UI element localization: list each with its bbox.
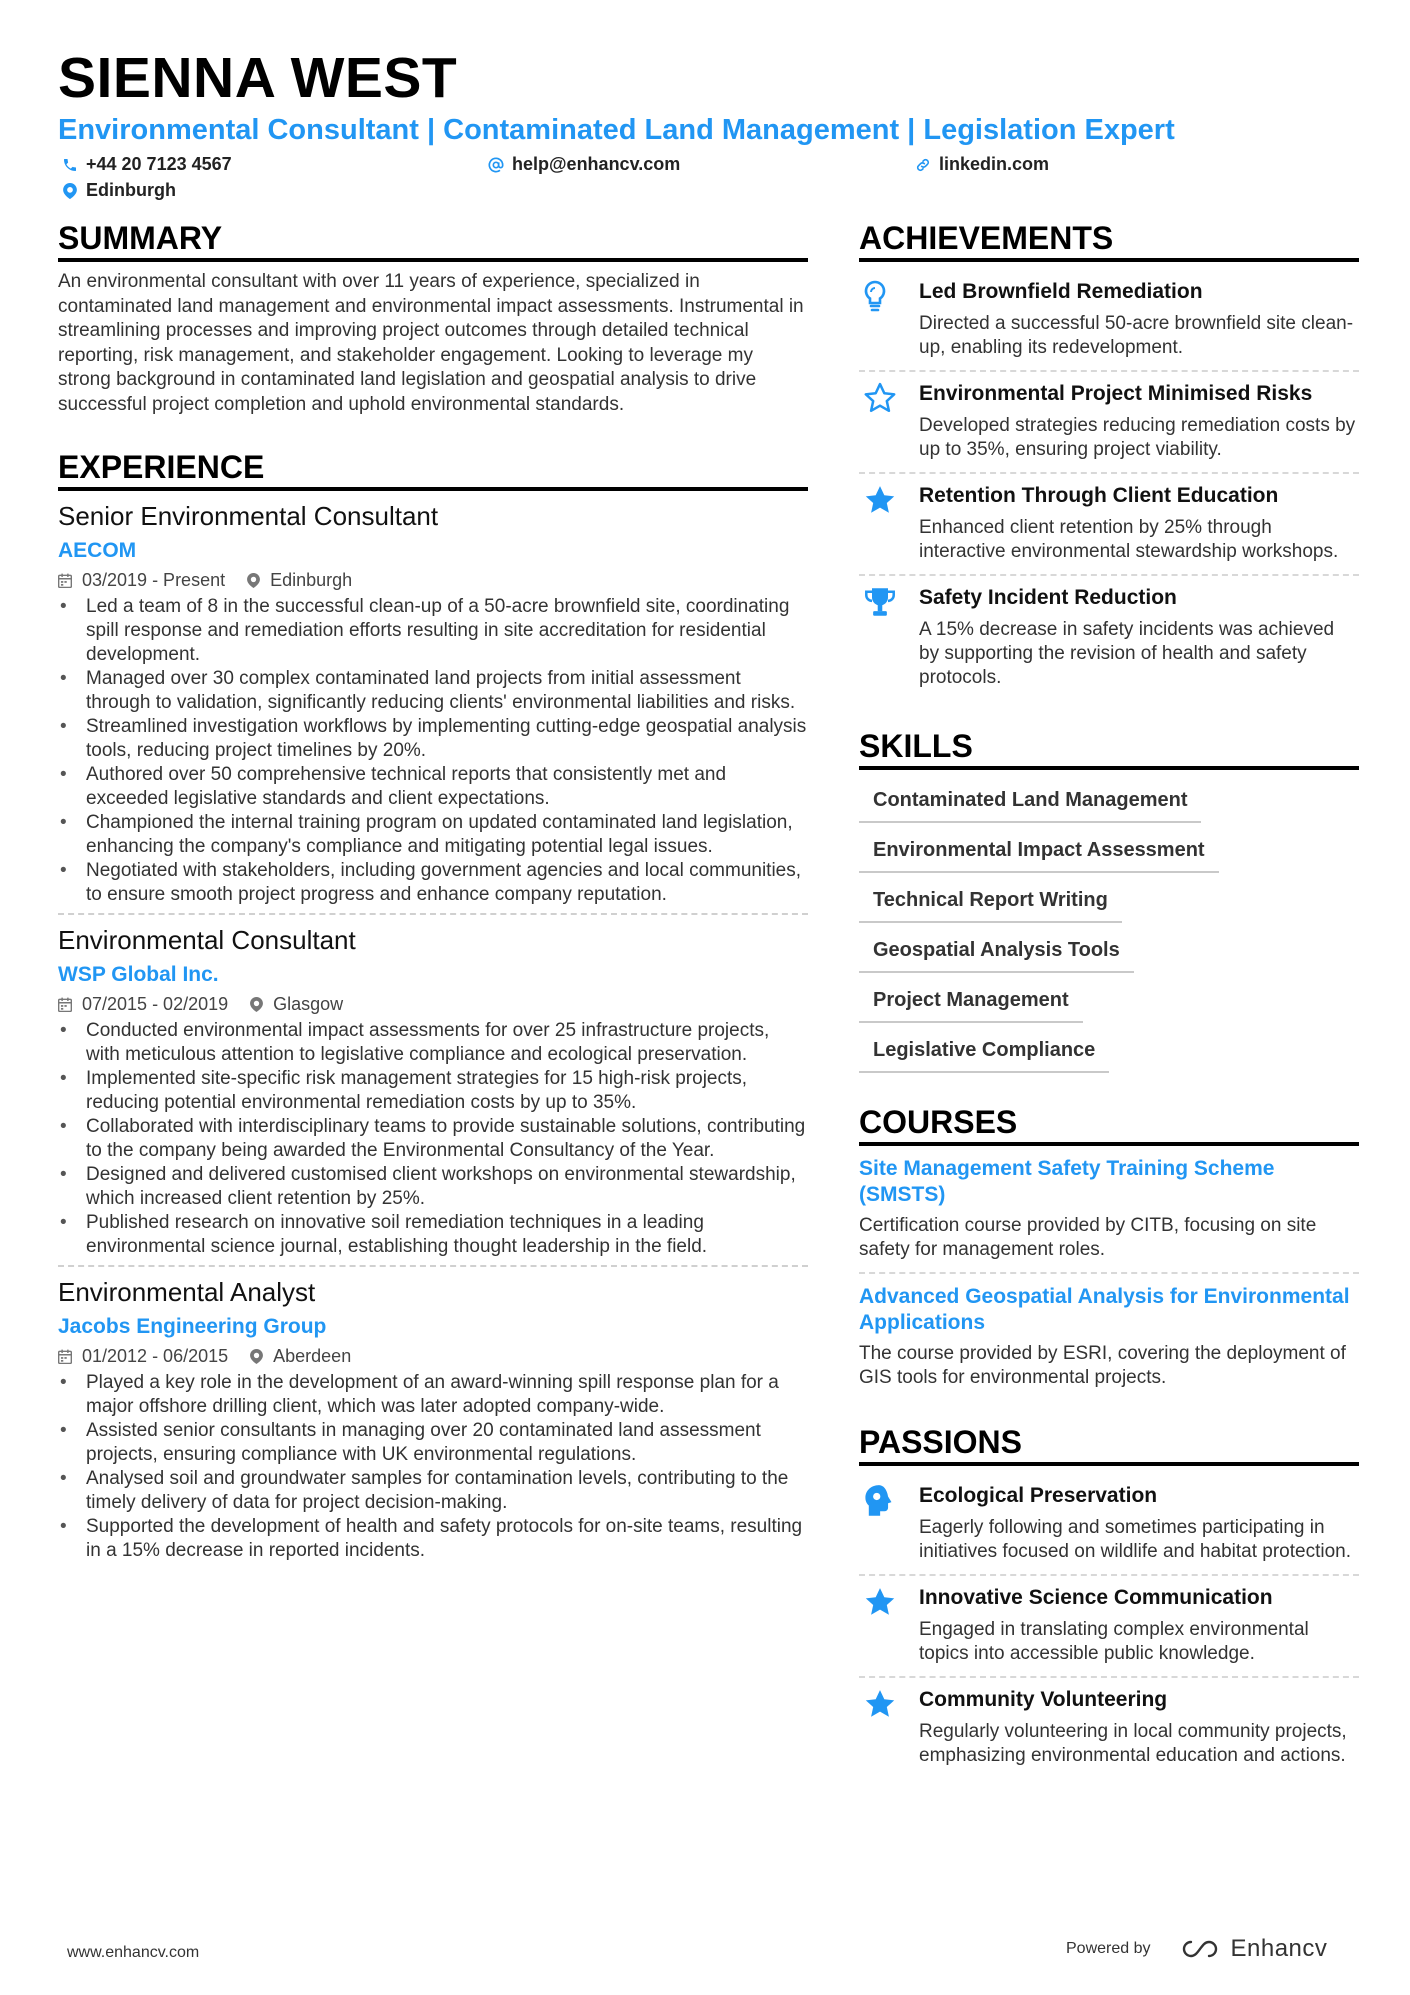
job-location bbox=[247, 568, 352, 592]
job-title: Environmental Consultant bbox=[58, 925, 356, 955]
achievements-heading: ACHIEVEMENTS bbox=[859, 218, 1359, 262]
job-entry bbox=[58, 499, 808, 915]
course-desc: The course provided by ESRI, covering the deployment of GIS tools for environmental projects. bbox=[859, 1343, 1346, 1388]
job-meta bbox=[58, 568, 808, 592]
footer-website[interactable]: www.enhancv.com bbox=[67, 1944, 200, 1961]
brand-name: Enhancv bbox=[1230, 1935, 1328, 1962]
skills-heading: SKILLS bbox=[859, 726, 1359, 770]
job-bullets bbox=[58, 1019, 808, 1259]
job-location bbox=[250, 1344, 351, 1368]
summary-section bbox=[58, 218, 808, 417]
job-dates-text: 03/2019 - Present bbox=[82, 570, 226, 590]
job-dates bbox=[58, 992, 228, 1016]
job-location-text: Aberdeen bbox=[273, 1346, 352, 1366]
calendar-icon bbox=[58, 997, 72, 1012]
achievement-desc: Directed a successful 50-acre brownfield site clean-up, enabling its redevelopment. bbox=[919, 313, 1354, 358]
job-dates bbox=[58, 1344, 228, 1368]
passion-title: Ecological Preservation bbox=[919, 1484, 1158, 1507]
at-icon bbox=[488, 157, 504, 173]
bullet-item: • Implemented site-specific risk management strategies for 15 high-risk projects, reducing potential environmental remediation costs by up to 35%. bbox=[58, 1067, 808, 1115]
job-title: Senior Environmental Consultant bbox=[58, 501, 439, 531]
candidate-name: SIENNA WEST bbox=[58, 46, 458, 110]
bullet-item: • Conducted environmental impact assessments for over 25 infrastructure projects, with meticulous attention to legislative compliance and ecological preservation. bbox=[58, 1019, 808, 1067]
bullet-item: • Designed and delivered customised client workshops on environmental stewardship, which increased client retention by 25%. bbox=[58, 1163, 808, 1211]
achievement-title: Retention Through Client Education bbox=[919, 484, 1279, 507]
star-icon bbox=[859, 1686, 919, 1768]
passion-title: Innovative Science Communication bbox=[919, 1586, 1273, 1609]
skill-tag: Contaminated Land Management bbox=[859, 778, 1201, 823]
job-location bbox=[250, 992, 343, 1016]
bullet-item: • Supported the development of health and safety protocols for on-site teams, resulting in a 15% decrease in reported incidents. bbox=[58, 1515, 808, 1563]
skill-tag: Environmental Impact Assessment bbox=[859, 828, 1219, 873]
star-icon bbox=[859, 1584, 919, 1666]
location-pin-icon bbox=[250, 997, 263, 1012]
trophy-icon bbox=[859, 584, 919, 690]
skills-list bbox=[859, 778, 1359, 1078]
phone-text: +44 20 7123 4567 bbox=[86, 154, 232, 174]
job-location-text: Glasgow bbox=[273, 994, 344, 1014]
calendar-icon bbox=[58, 1349, 72, 1364]
bullet-item: • Played a key role in the development of an award-winning spill response plan for a major offshore drilling client, which was later adopted company-wide. bbox=[58, 1371, 808, 1419]
course-item bbox=[859, 1154, 1359, 1274]
achievement-item bbox=[859, 474, 1359, 576]
summary-heading: SUMMARY bbox=[58, 218, 808, 262]
phone-icon bbox=[62, 157, 78, 173]
passion-desc: Regularly volunteering in local community projects, emphasizing environmental education and actions. bbox=[919, 1721, 1347, 1766]
job-bullets bbox=[58, 1371, 808, 1563]
footer-brand[interactable] bbox=[1066, 1935, 1327, 1963]
right-column bbox=[859, 218, 1359, 1778]
experience-section bbox=[58, 447, 808, 1569]
summary-text: An environmental consultant with over 11 years of experience, specialized in contaminated land management and environmental impact assessments. Instrumental in streamlining processes and improving project outcomes through detailed technical reporting, risk management, and stakeholder engagement. Looking to leverage my strong background in contaminated land legislation and geospatial analysis to drive successful project completion and uphold environmental standards. bbox=[58, 271, 804, 415]
course-title: Site Management Safety Training Scheme (SMSTS) bbox=[859, 1157, 1275, 1206]
job-dates-text: 07/2015 - 02/2019 bbox=[82, 994, 229, 1014]
enhancv-logo bbox=[1177, 1935, 1328, 1963]
bullet-item: • Led a team of 8 in the successful clean-up of a 50-acre brownfield site, coordinating spill response and remediation efforts resulting in site accreditation for residential development. bbox=[58, 595, 808, 667]
course-item bbox=[859, 1282, 1359, 1400]
bullet-item: • Assisted senior consultants in managing over 20 contaminated land assessment projects, ensuring compliance with UK environmental regulations. bbox=[58, 1419, 808, 1467]
achievement-item bbox=[859, 372, 1359, 474]
company-name: WSP Global Inc. bbox=[58, 963, 219, 986]
job-title: Environmental Analyst bbox=[58, 1277, 316, 1307]
courses-section bbox=[859, 1102, 1359, 1400]
passion-title: Community Volunteering bbox=[919, 1688, 1168, 1711]
course-title: Advanced Geospatial Analysis for Environmental Applications bbox=[859, 1285, 1350, 1334]
powered-by-label: Powered by bbox=[1066, 1940, 1151, 1957]
head-icon bbox=[859, 1482, 919, 1564]
courses-heading: COURSES bbox=[859, 1102, 1359, 1146]
achievement-desc: Enhanced client retention by 25% through interactive environmental stewardship workshops. bbox=[919, 517, 1339, 562]
left-column bbox=[58, 218, 808, 1577]
bullet-item: • Analysed soil and groundwater samples for contamination levels, contributing to the timely delivery of data for project decision-making. bbox=[58, 1467, 808, 1515]
job-dates bbox=[58, 568, 225, 592]
resume-header bbox=[58, 44, 1358, 208]
location-text: Edinburgh bbox=[86, 180, 176, 200]
achievement-item bbox=[859, 270, 1359, 372]
achievements-section bbox=[859, 218, 1359, 700]
contact-row bbox=[58, 154, 1358, 208]
achievement-title: Led Brownfield Remediation bbox=[919, 280, 1203, 303]
job-entry bbox=[58, 1275, 808, 1569]
linkedin-text: linkedin.com bbox=[939, 154, 1050, 174]
achievement-desc: A 15% decrease in safety incidents was achieved by supporting the revision of health and safety protocols. bbox=[919, 619, 1335, 688]
star-icon bbox=[859, 482, 919, 564]
bullet-item: • Authored over 50 comprehensive technical reports that consistently met and exceeded legislative standards and client expectations. bbox=[58, 763, 808, 811]
passion-desc: Engaged in translating complex environmental topics into accessible public knowledge. bbox=[919, 1619, 1309, 1664]
email-text: help@enhancv.com bbox=[512, 154, 681, 174]
bullet-item: • Streamlined investigation workflows by implementing cutting-edge geospatial analysis tools, reducing project timelines by 20%. bbox=[58, 715, 808, 763]
skill-tag: Legislative Compliance bbox=[859, 1028, 1109, 1073]
bullet-item: • Published research on innovative soil remediation techniques in a leading environmental science journal, establishing thought leadership in the field. bbox=[58, 1211, 808, 1259]
bullet-item: • Championed the internal training program on updated contaminated land legislation, enhancing the company's compliance and mitigating potential legal issues. bbox=[58, 811, 808, 859]
job-meta bbox=[58, 992, 808, 1016]
job-meta bbox=[58, 1344, 808, 1368]
course-desc: Certification course provided by CITB, focusing on site safety for management roles. bbox=[859, 1215, 1317, 1260]
achievement-item bbox=[859, 576, 1359, 700]
skill-tag: Technical Report Writing bbox=[859, 878, 1122, 923]
skills-section bbox=[859, 726, 1359, 1078]
contact-linkedin[interactable] bbox=[915, 154, 1049, 175]
bullet-item: • Collaborated with interdisciplinary teams to provide sustainable solutions, contributing to the company being awarded the Environmental Consultancy of the Year. bbox=[58, 1115, 808, 1163]
enhancv-logo-icon bbox=[1177, 1938, 1223, 1960]
contact-email[interactable] bbox=[488, 154, 680, 175]
location-pin-icon bbox=[247, 573, 260, 588]
bullet-item: • Managed over 30 complex contaminated land projects from initial assessment through to validation, significantly reducing clients' environmental liabilities and risks. bbox=[58, 667, 808, 715]
company-name: AECOM bbox=[58, 539, 137, 562]
passion-item bbox=[859, 1474, 1359, 1576]
location-pin-icon bbox=[250, 1349, 263, 1364]
star-outline-icon bbox=[859, 380, 919, 462]
experience-heading: EXPERIENCE bbox=[58, 447, 808, 491]
location-pin-icon bbox=[62, 183, 78, 199]
passion-item bbox=[859, 1678, 1359, 1778]
contact-location bbox=[62, 180, 176, 201]
calendar-icon bbox=[58, 573, 72, 588]
passions-section bbox=[859, 1422, 1359, 1778]
bullet-item: • Negotiated with stakeholders, including government agencies and local communities, to ensure smooth project progress and enhance company reputation. bbox=[58, 859, 808, 907]
job-bullets bbox=[58, 595, 808, 907]
job-dates-text: 01/2012 - 06/2015 bbox=[82, 1346, 229, 1366]
achievement-desc: Developed strategies reducing remediation costs by up to 35%, ensuring project viability. bbox=[919, 415, 1356, 460]
link-icon bbox=[915, 157, 931, 173]
achievement-title: Safety Incident Reduction bbox=[919, 586, 1177, 609]
skill-tag: Geospatial Analysis Tools bbox=[859, 928, 1134, 973]
passion-item bbox=[859, 1576, 1359, 1678]
contact-phone[interactable] bbox=[62, 154, 232, 175]
company-name: Jacobs Engineering Group bbox=[58, 1315, 327, 1338]
job-location-text: Edinburgh bbox=[270, 570, 353, 590]
headline: Environmental Consultant | Contaminated Land Management | Legislation Expert bbox=[58, 114, 1175, 146]
passion-desc: Eagerly following and sometimes participating in initiatives focused on wildlife and habitat protection. bbox=[919, 1517, 1351, 1562]
achievement-title: Environmental Project Minimised Risks bbox=[919, 382, 1313, 405]
passions-heading: PASSIONS bbox=[859, 1422, 1359, 1466]
lightbulb-icon bbox=[859, 278, 919, 360]
job-entry bbox=[58, 923, 808, 1267]
skill-tag: Project Management bbox=[859, 978, 1083, 1023]
